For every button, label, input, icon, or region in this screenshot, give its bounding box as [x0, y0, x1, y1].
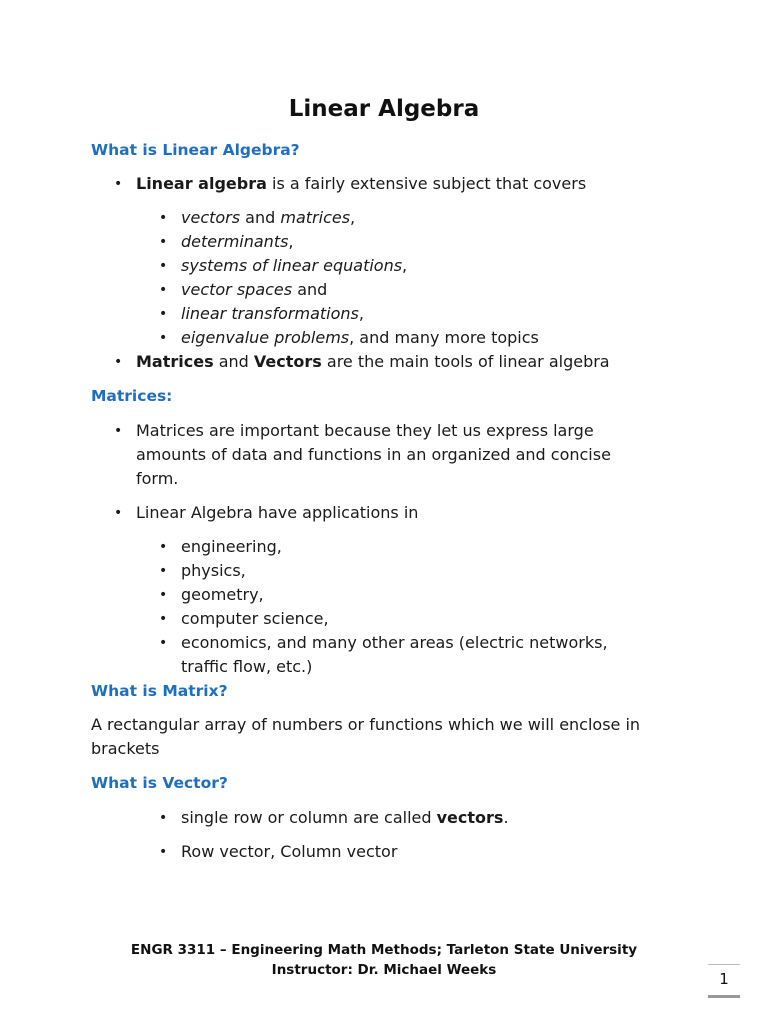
heading-what-is-matrix: What is Matrix?: [91, 682, 228, 700]
sub-bullet-application: • engineering,: [181, 535, 282, 559]
bullet-matrices-important: • Matrices are important because they let us express large amounts of data and functions in an organized and concise form.: [114, 421, 611, 488]
bullet-icon: •: [159, 635, 168, 651]
bullet-icon: •: [114, 354, 123, 370]
heading-matrices: Matrices:: [91, 387, 173, 405]
sub-bullet-topic: • eigenvalue problems, and many more topics: [181, 326, 539, 350]
heading-what-is-vector: What is Vector?: [91, 774, 228, 792]
sub-bullet-topic: • determinants,: [181, 230, 294, 254]
sub-bullet-application: • economics, and many other areas (electric networks, traffic flow, etc.): [159, 633, 608, 676]
bullet-icon: •: [159, 587, 168, 603]
page-number: 1: [708, 964, 740, 998]
bullet-vector-types: • Row vector, Column vector: [181, 840, 397, 864]
bullet-icon: •: [159, 844, 168, 860]
sub-bullet-application: • computer science,: [181, 607, 329, 631]
sub-bullet-application: • physics,: [181, 559, 246, 583]
bullet-linear-algebra: • Linear algebra is a fairly extensive subject that covers: [136, 172, 586, 196]
sub-bullet-topic: • systems of linear equations,: [181, 254, 407, 278]
bullet-vector-definition: • single row or column are called vectors.: [181, 806, 509, 830]
page-title: Linear Algebra: [288, 96, 480, 122]
bullet-applications: • Linear Algebra have applications in: [136, 501, 418, 525]
matrix-definition: A rectangular array of numbers or functions which we will enclose in brackets: [91, 715, 641, 758]
bullet-icon: •: [114, 176, 123, 192]
bullet-icon: •: [159, 282, 168, 298]
bullet-icon: •: [159, 258, 168, 274]
heading-what-is-linear-algebra: What is Linear Algebra?: [91, 141, 300, 159]
bullet-icon: •: [159, 210, 168, 226]
sub-bullet-topic: • vector spaces and: [181, 278, 327, 302]
bullet-icon: •: [159, 234, 168, 250]
bullet-icon: •: [114, 423, 123, 439]
bullet-icon: •: [159, 306, 168, 322]
bullet-icon: •: [159, 810, 168, 826]
bullet-icon: •: [159, 611, 168, 627]
sub-bullet-topic: • vectors and matrices,: [181, 206, 355, 230]
page-footer: ENGR 3311 – Engineering Math Methods; Tarleton State University Instructor: Dr. Michael Weeks: [130, 942, 638, 978]
sub-bullet-application: • geometry,: [181, 583, 264, 607]
bullet-icon: •: [159, 539, 168, 555]
bullet-icon: •: [114, 505, 123, 521]
bullet-icon: •: [159, 330, 168, 346]
bullet-icon: •: [159, 563, 168, 579]
sub-bullet-topic: • linear transformations,: [181, 302, 364, 326]
bullet-main-tools: • Matrices and Vectors are the main tools of linear algebra: [136, 350, 610, 374]
